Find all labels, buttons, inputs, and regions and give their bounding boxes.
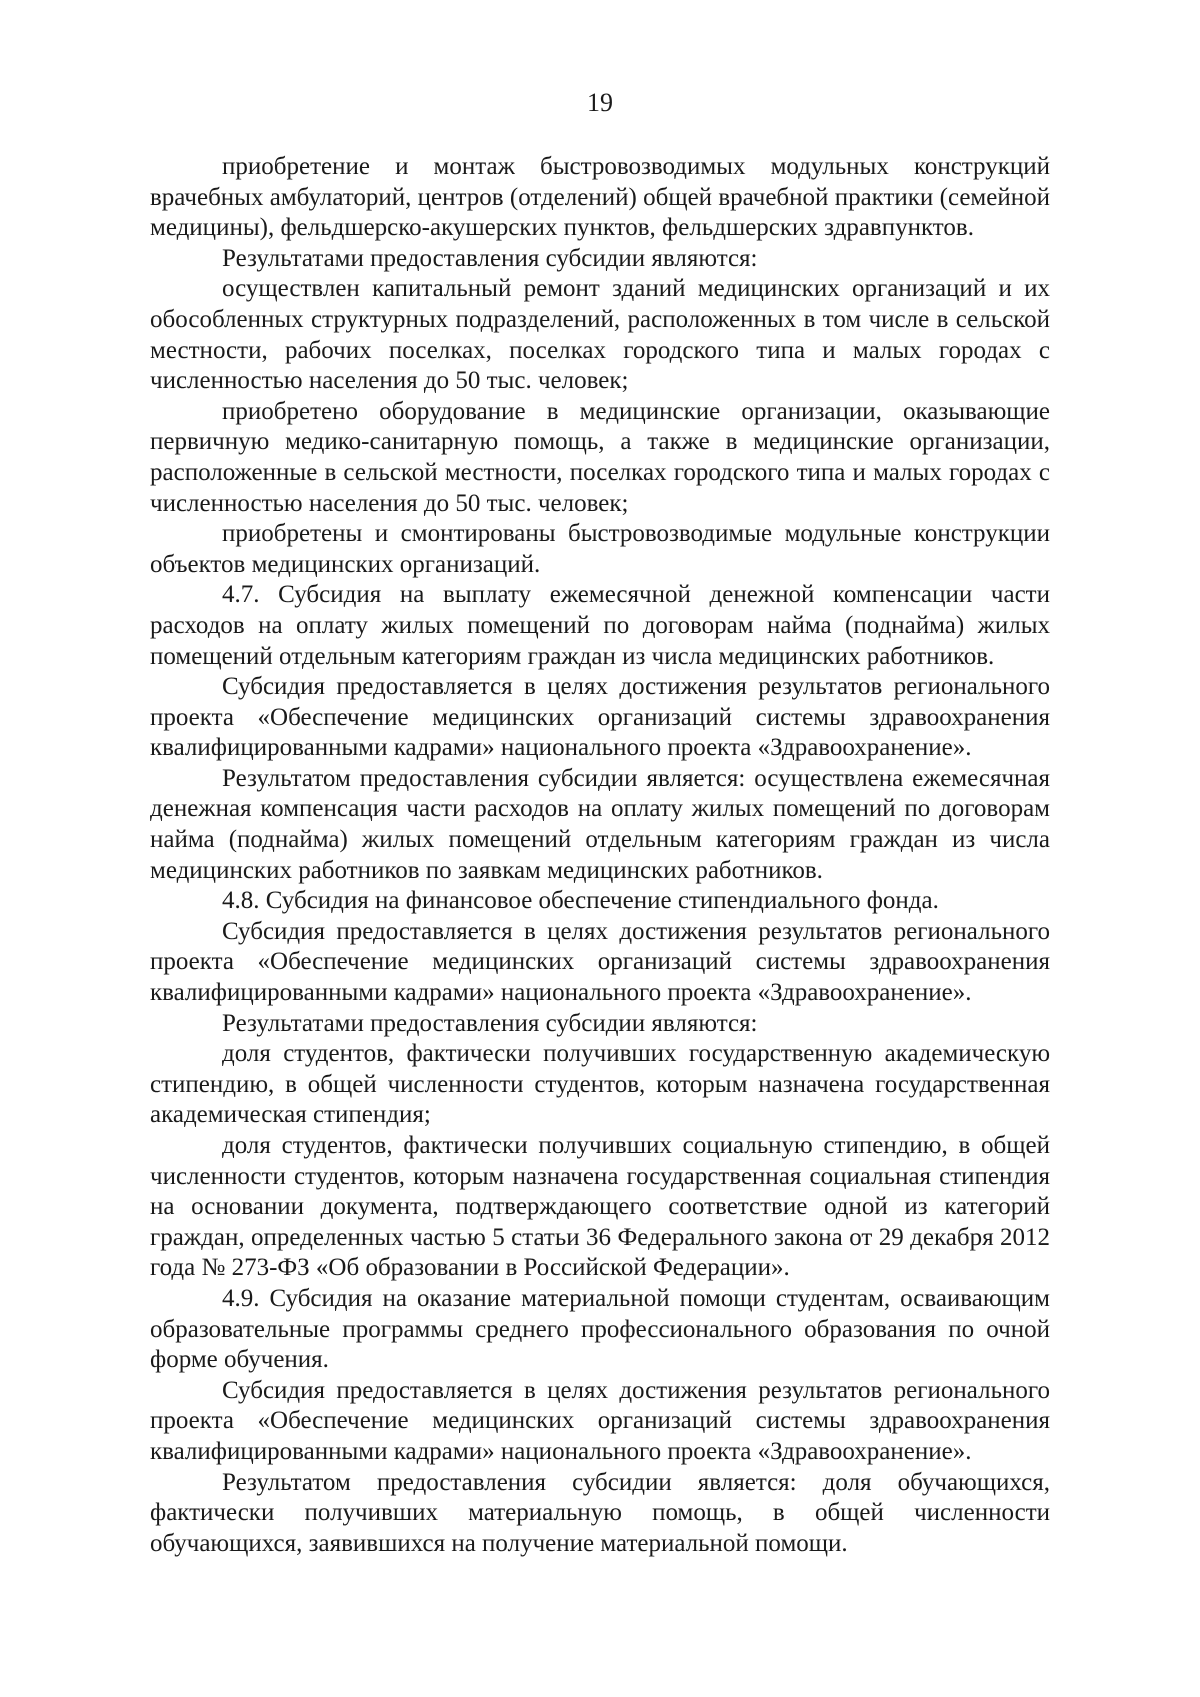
paragraph-continuation: приобретение и монтаж быстровозводимых модульных конструкций врачебных амбулаторий, центров (отделений) общей врачебной практики (семейной медицины), фельдшерско-акушерских пунктов, фельдшерских здравпунктов. (150, 153, 1050, 242)
paragraph: Результатами предоставления субсидии являются: (222, 244, 758, 272)
paragraph: приобретены и смонтированы быстровозводимые модульные конструкции объектов медицинских организаций. (150, 520, 1050, 578)
paragraph: Результатом предоставления субсидии является: доля обучающихся, фактически получивших материальную помощь, в общей численности обучающихся, заявившихся на получение материальной помощи. (150, 1468, 1050, 1557)
paragraph: доля студентов, фактически получивших государственную академическую стипендию, в общей численности студентов, которым назначена государственная академическая стипендия; (150, 1040, 1050, 1129)
paragraph: Субсидия предоставляется в целях достижения результатов регионального проекта «Обеспечение медицинских организаций системы здравоохранения квалифицированными кадрами» национального проекта «Здравоохранение». (150, 1376, 1050, 1465)
paragraph: доля студентов, фактически получивших социальную стипендию, в общей численности студентов, которым назначена государственная социальная стипендия на основании документа, подтверждающего соответствие одной из категорий граждан, определенных частью 5 статьи 36 Федерального закона от 29 декабря 2012 года № 273-ФЗ «Об образовании в Российской Федерации». (150, 1132, 1050, 1282)
paragraph: приобретено оборудование в медицинские организации, оказывающие первичную медико-санитарную помощь, а также в медицинские организации, расположенные в сельской местности, поселках городского типа и малых городах с численностью населения до 50 тыс. человек; (150, 397, 1050, 517)
section-4-7-heading: 4.7. Субсидия на выплату ежемесячной денежной компенсации части расходов на оплату жилых помещений по договорам найма (поднайма) жилых помещений отдельным категориям граждан из числа медицинских работников. (150, 581, 1050, 670)
paragraph: Результатом предоставления субсидии является: осуществлена ежемесячная денежная компенсация части расходов на оплату жилых помещений по договорам найма (поднайма) жилых помещений отдельным категориям граждан из числа медицинских работников по заявкам медицинских работников. (150, 764, 1050, 884)
paragraph: Субсидия предоставляется в целях достижения результатов регионального проекта «Обеспечение медицинских организаций системы здравоохранения квалифицированными кадрами» национального проекта «Здравоохранение». (150, 917, 1050, 1007)
section-4-8-heading: 4.8. Субсидия на финансовое обеспечение стипендиального фонда. (222, 887, 939, 915)
paragraph: Результатами предоставления субсидии являются: (222, 1009, 758, 1037)
page-number: 19 (587, 88, 613, 117)
paragraph: осуществлен капитальный ремонт зданий медицинских организаций и их обособленных структурных подразделений, расположенных в том числе в сельской местности, рабочих поселках, поселках городского типа и малых городах с численностью населения до 50 тыс. человек; (150, 275, 1050, 395)
paragraph: Субсидия предоставляется в целях достижения результатов регионального проекта «Обеспечение медицинских организаций системы здравоохранения квалифицированными кадрами» национального проекта «Здравоохранение». (150, 673, 1050, 762)
document-body (150, 152, 1050, 1559)
section-4-9-heading: 4.9. Субсидия на оказание материальной помощи студентам, осваивающим образовательные программы среднего профессионального образования по очной форме обучения. (150, 1284, 1050, 1374)
